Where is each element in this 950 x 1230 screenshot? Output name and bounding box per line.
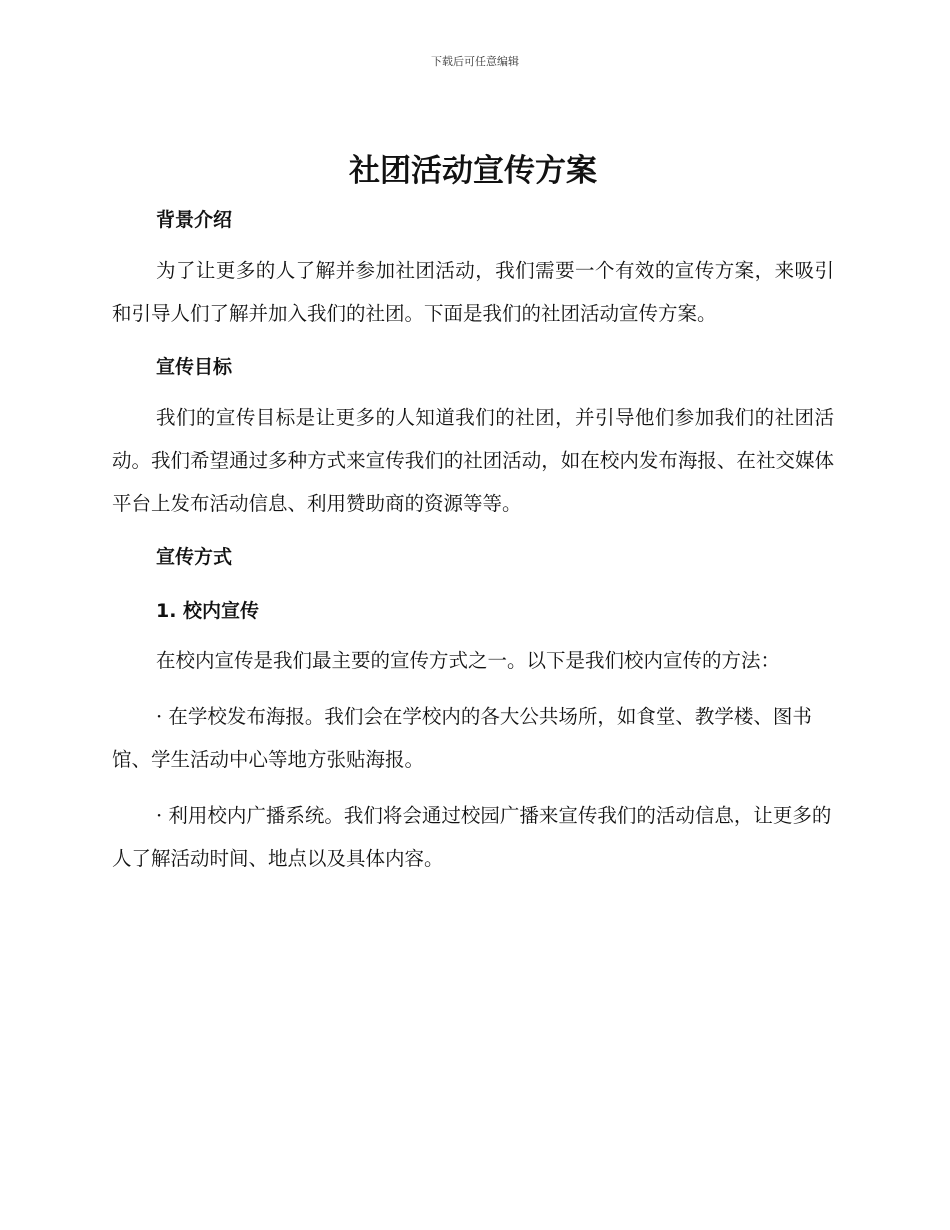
header-note: 下载后可任意编辑 [431, 55, 519, 68]
section-heading-methods: 宣传方式 [156, 546, 233, 568]
bullet-item-broadcast: · 利用校内广播系统。我们将会通过校园广播来宣传我们的活动信息，让更多的人了解活动时间、地点以及具体内容。 [112, 804, 832, 870]
subsection-heading-campus: 1. 校内宣传 [156, 600, 260, 622]
subsection-paragraph-campus-intro: 在校内宣传是我们最主要的宣传方式之一。以下是我们校内宣传的方法： [156, 649, 781, 672]
document-content [112, 150, 834, 880]
section-paragraph-background: 为了让更多的人了解并参加社团活动，我们需要一个有效的宣传方案，来吸引和引导人们了解并加入我们的社团。下面是我们的社团活动宣传方案。 [112, 259, 834, 325]
section-heading-background: 背景介绍 [156, 209, 233, 231]
bullet-item-posters: · 在学校发布海报。我们会在学校内的各大公共场所，如食堂、教学楼、图书馆、学生活动中心等地方张贴海报。 [112, 705, 812, 771]
section-heading-goal: 宣传目标 [156, 356, 233, 378]
section-paragraph-goal: 我们的宣传目标是让更多的人知道我们的社团，并引导他们参加我们的社团活动。我们希望通过多种方式来宣传我们的社团活动，如在校内发布海报、在社交媒体平台上发布活动信息、利用赞助商的资源等等。 [112, 406, 834, 515]
document-title: 社团活动宣传方案 [349, 153, 597, 189]
